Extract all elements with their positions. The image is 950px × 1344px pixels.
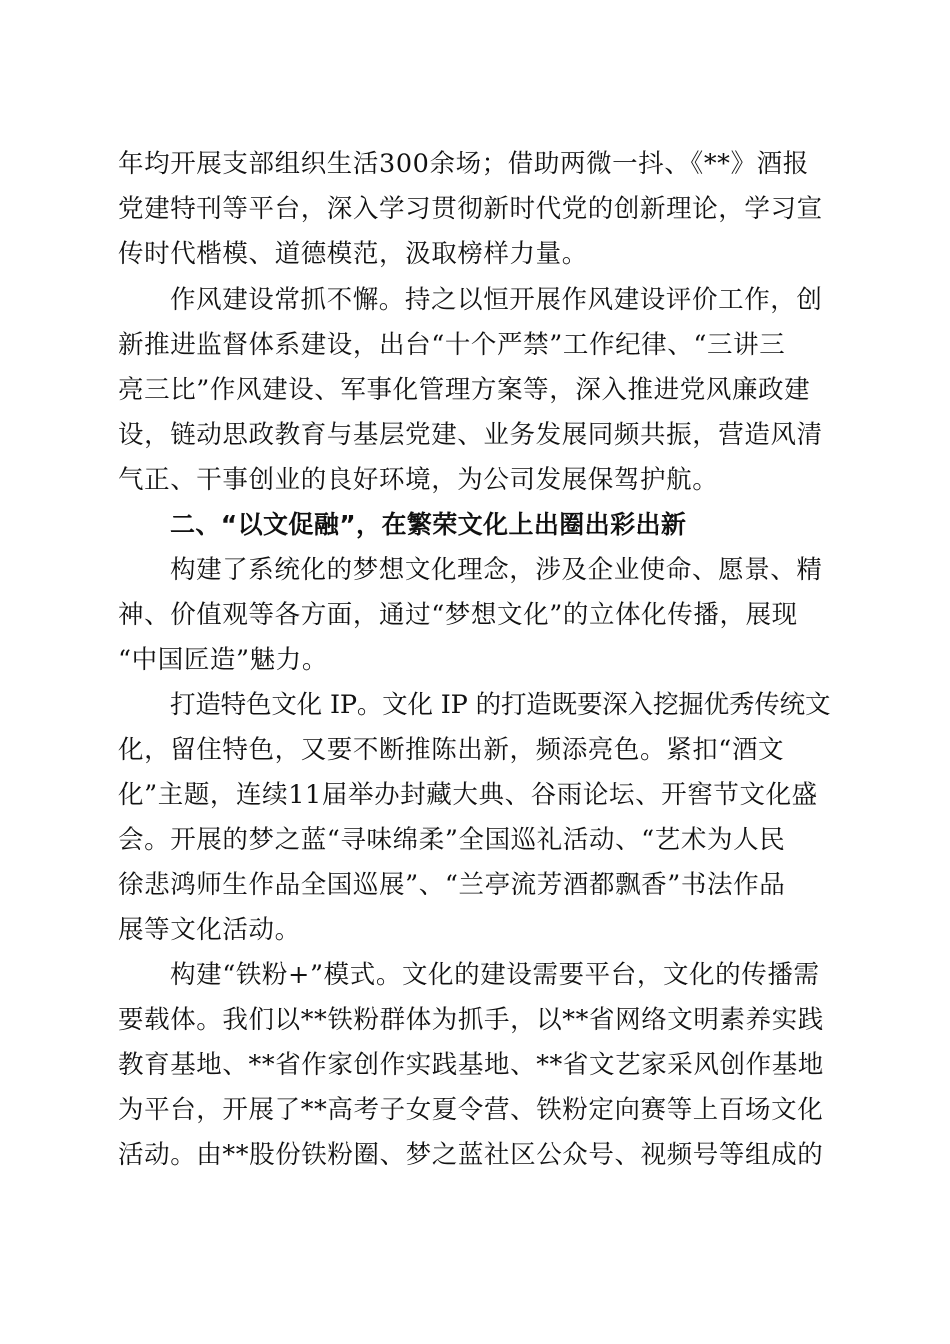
text-line: 为平台，开展了**高考子女夏令营、铁粉定向赛等上百场文化 xyxy=(118,1095,824,1125)
section-heading: 二、“以文促融”，在繁荣文化上出圈出彩出新 xyxy=(170,510,687,539)
text-line: 打造特色文化 IP。文化 IP 的打造既要深入挖掘优秀传统文 xyxy=(170,690,831,720)
text-line: 化，留住特色，又要不断推陈出新，频添亮色。紧扣“酒文 xyxy=(118,735,785,765)
text-line: 徐悲鸿师生作品全国巡展”、“兰亭流芳酒都飘香”书法作品 xyxy=(118,870,786,900)
text-line: 构建了系统化的梦想文化理念，涉及企业使命、愿景、精 xyxy=(170,555,823,585)
text-line: 党建特刊等平台，深入学习贯彻新时代党的创新理论，学习宣 xyxy=(118,194,823,224)
text-line: 教育基地、**省作家创作实践基地、**省文艺家采风创作基地 xyxy=(118,1050,824,1080)
text-line: 化”主题，连续11届举办封藏大典、谷雨论坛、开窖节文化盛 xyxy=(118,780,818,810)
text-line: 设，链动思政教育与基层党建、业务发展同频共振，营造风清 xyxy=(118,420,823,450)
text-line: 神、价值观等各方面，通过“梦想文化”的立体化传播，展现 xyxy=(118,600,798,630)
text-line: 展等文化活动。 xyxy=(118,915,301,945)
text-line: 构建“铁粉+”模式。文化的建设需要平台，文化的传播需 xyxy=(170,960,820,990)
text-line: 气正、干事创业的良好环境，为公司发展保驾护航。 xyxy=(118,465,719,495)
text-line: 要载体。我们以**铁粉群体为抓手，以**省网络文明素养实践 xyxy=(118,1005,824,1035)
text-line: 亮三比”作风建设、军事化管理方案等，深入推进党风廉政建 xyxy=(118,375,811,405)
text-line: 作风建设常抓不懈。持之以恒开展作风建设评价工作，创 xyxy=(170,285,823,315)
text-line: 会。开展的梦之蓝“寻味绵柔”全国巡礼活动、“艺术为人民 xyxy=(118,825,786,855)
text-line: “中国匠造”魅力。 xyxy=(118,645,328,675)
text-line: 活动。由**股份铁粉圈、梦之蓝社区公众号、视频号等组成的 xyxy=(118,1140,824,1170)
text-line: 年均开展支部组织生活300余场；借助两微一抖、《**》酒报 xyxy=(118,149,809,179)
text-line: 传时代楷模、道德模范，汲取榜样力量。 xyxy=(118,239,588,269)
text-line: 新推进监督体系建设，出台“十个严禁”工作纪律、“三讲三 xyxy=(118,330,786,360)
